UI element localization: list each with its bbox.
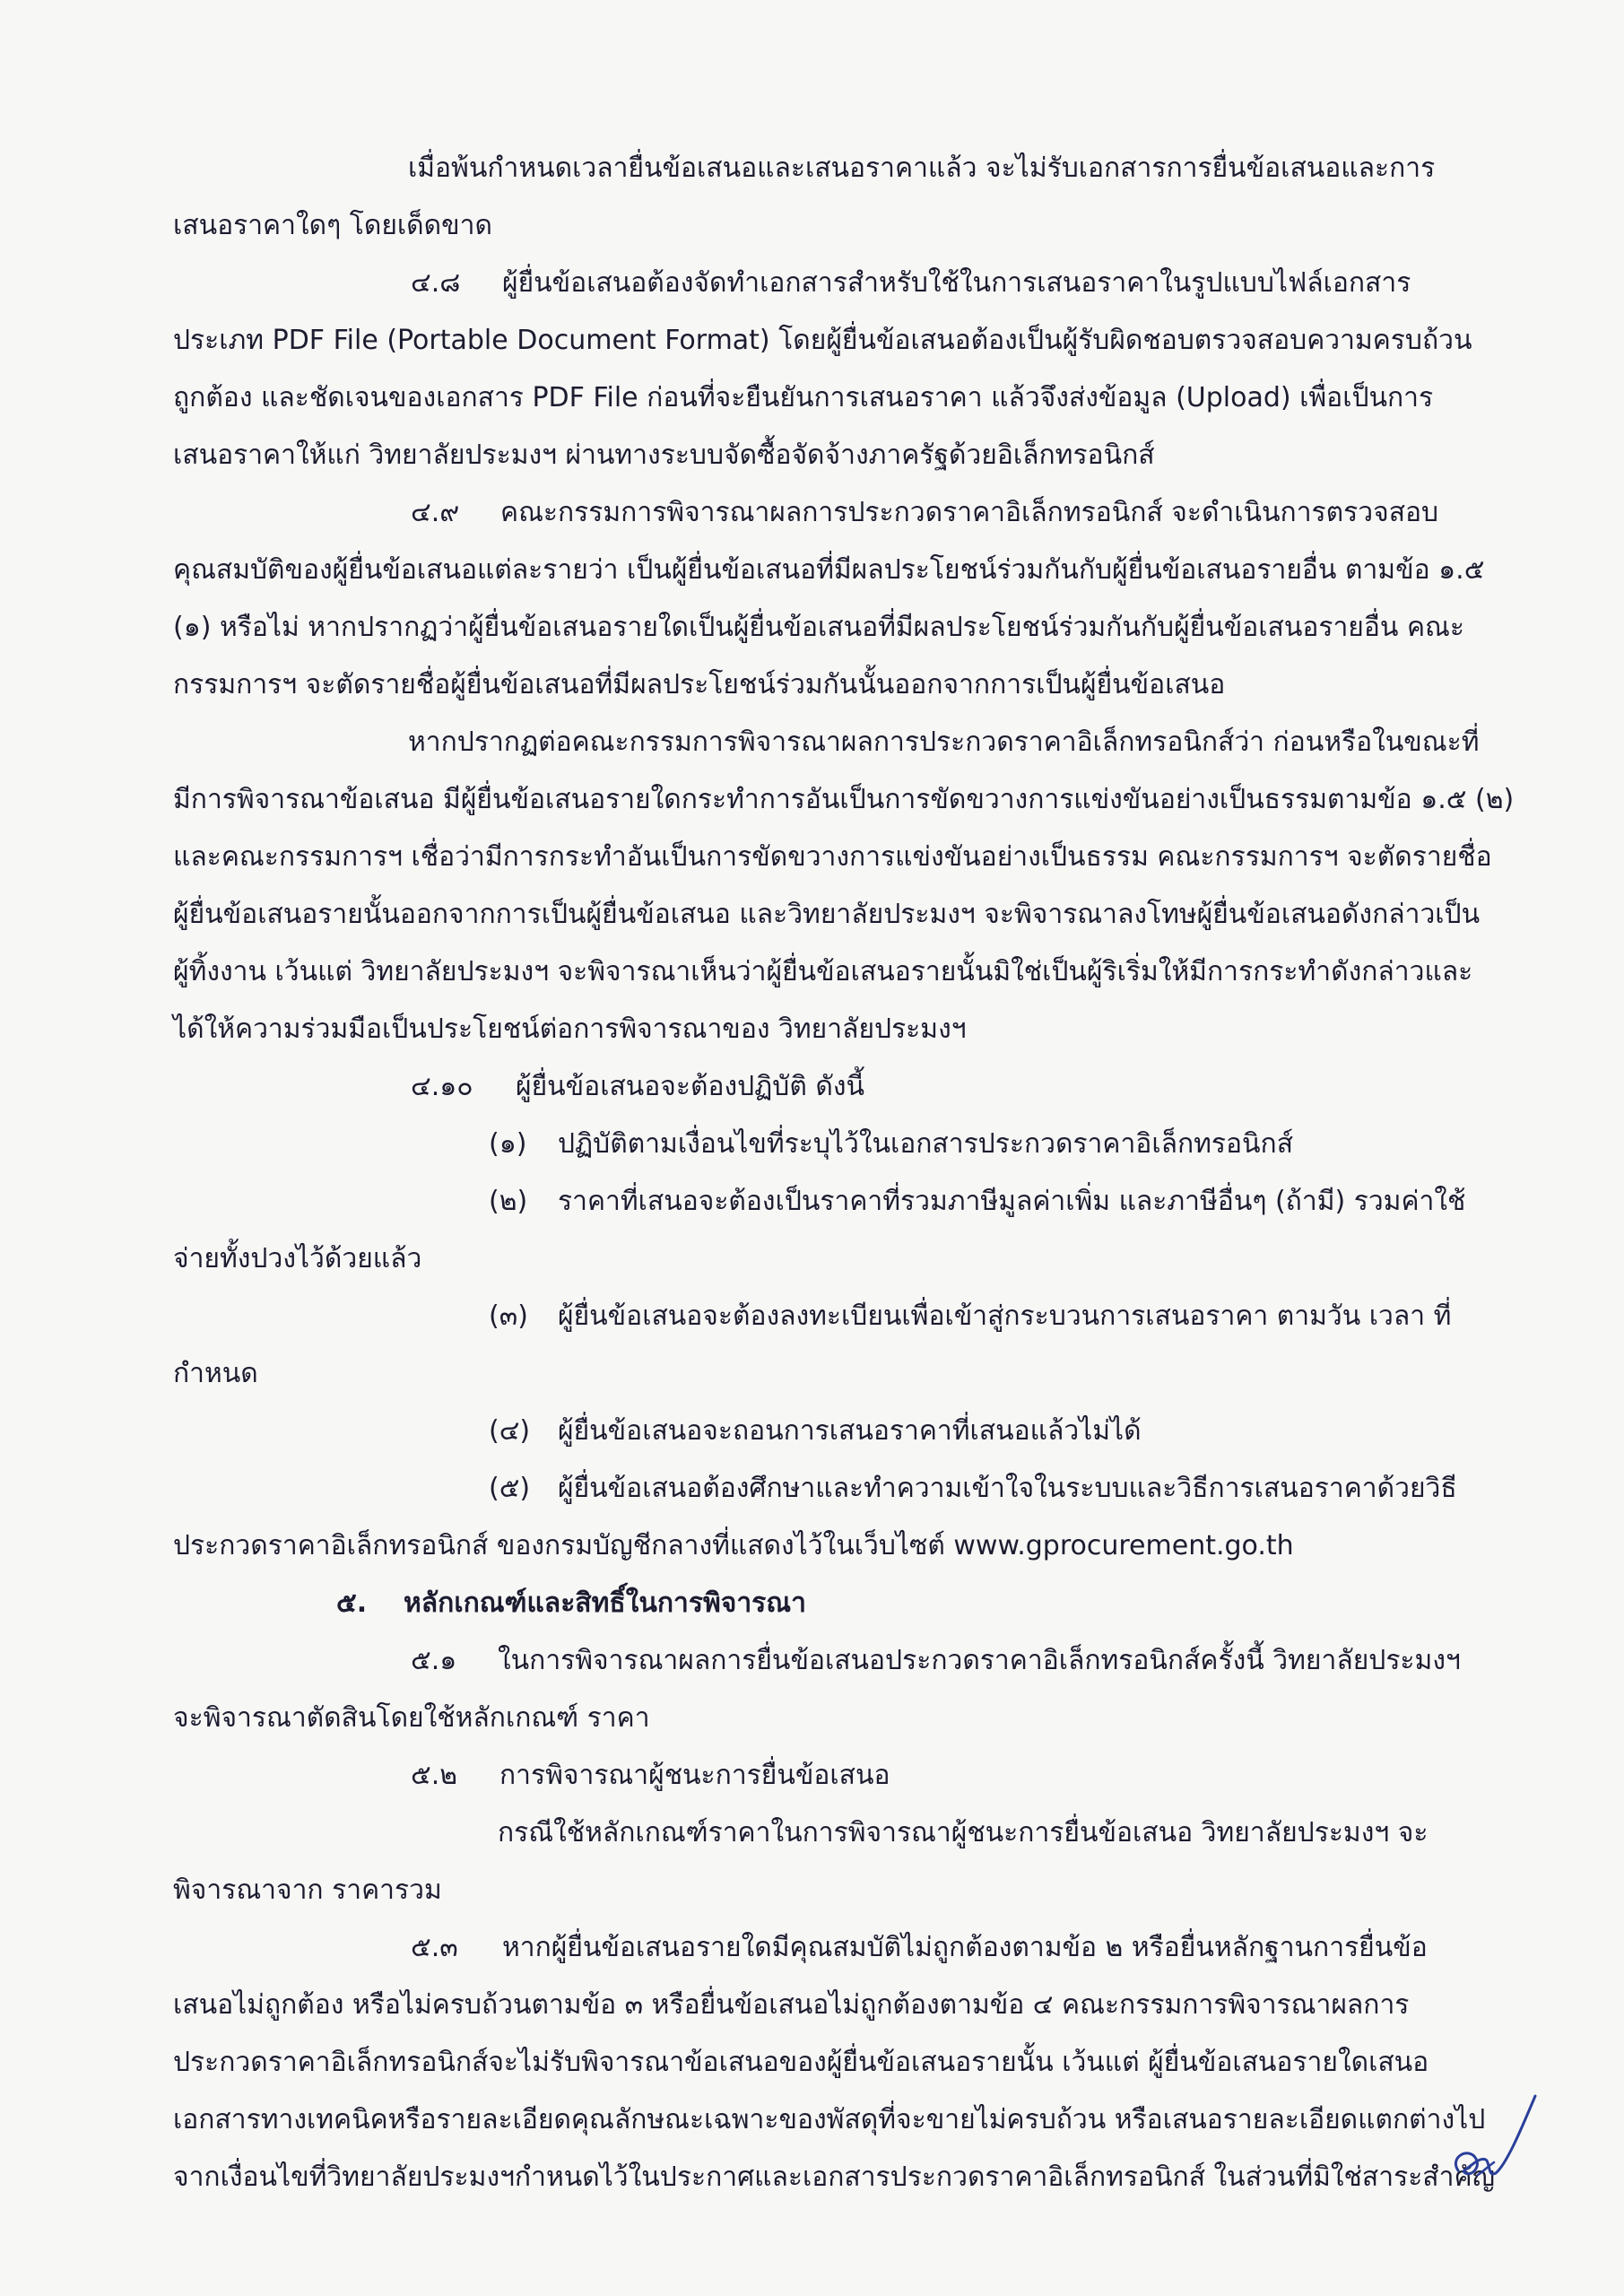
list-item-number: (๑) [489, 1128, 527, 1160]
list-item: ราคาที่เสนอจะต้องเป็นราคาที่รวมภาษีมูลค่าเพิ่ม และภาษีอื่นๆ (ถ้ามี) รวมค่าใช้ [558, 1186, 1466, 1217]
section-title: การพิจารณาผู้ชนะการยื่นข้อเสนอ [499, 1760, 890, 1791]
paragraph-line: (๑) หรือไม่ หากปรากฏว่าผู้ยื่นข้อเสนอรายใดเป็นผู้ยื่นข้อเสนอที่มีผลประโยชน์ร่วมกันกับผู้ยื่นข้อเสนอรายอื่น คณะ [173, 612, 1464, 643]
paragraph-line: ประเภท PDF File (Portable Document Format) โดยผู้ยื่นข้อเสนอต้องเป็นผู้รับผิดชอบตรวจสอบความครบถ้วน [173, 325, 1472, 356]
section-number-4-9: ๔.๙ [411, 497, 460, 528]
section-heading: หลักเกณฑ์และสิทธิ์ในการพิจารณา [404, 1587, 806, 1619]
paragraph-line: ในการพิจารณาผลการยื่นข้อเสนอประกวดราคาอิเล็กทรอนิกส์ครั้งนี้ วิทยาลัยประมงฯ [498, 1645, 1461, 1676]
paragraph-line: และคณะกรรมการฯ เชื่อว่ามีการกระทำอันเป็นการขัดขวางการแข่งขันอย่างเป็นธรรม คณะกรรมการฯ จะตัดรายชื่อ [173, 841, 1492, 873]
section-number-5: ๕. [336, 1587, 368, 1619]
section-number-5-3: ๕.๓ [411, 1932, 458, 1963]
paragraph-line: หากผู้ยื่นข้อเสนอรายใดมีคุณสมบัติไม่ถูกต้องตามข้อ ๒ หรือยื่นหลักฐานการยื่นข้อ [502, 1932, 1428, 1963]
paragraph-line: กรรมการฯ จะตัดรายชื่อผู้ยื่นข้อเสนอที่มีผลประโยชน์ร่วมกันนั้นออกจากการเป็นผู้ยื่นข้อเสนอ [173, 669, 1226, 700]
list-item: ปฏิบัติตามเงื่อนไขที่ระบุไว้ในเอกสารประกวดราคาอิเล็กทรอนิกส์ [558, 1128, 1294, 1160]
section-number-4-10: ๔.๑๐ [411, 1071, 473, 1102]
list-item-number: (๓) [489, 1300, 528, 1332]
paragraph-line: จะพิจารณาตัดสินโดยใช้หลักเกณฑ์ ราคา [173, 1702, 650, 1734]
paragraph-line: เสนอราคาใดๆ โดยเด็ดขาด [173, 210, 492, 241]
paragraph-line: ประกวดราคาอิเล็กทรอนิกส์จะไม่รับพิจารณาข้อเสนอของผู้ยื่นข้อเสนอรายนั้น เว้นแต่ ผู้ยื่นข้อเสนอรายใดเสนอ [173, 2047, 1429, 2078]
paragraph-line: มีการพิจารณาข้อเสนอ มีผู้ยื่นข้อเสนอรายใดกระทำการอันเป็นการขัดขวางการแข่งขันอย่างเป็นธรรมตามข้อ ๑.๕ (๒) [173, 784, 1515, 815]
paragraph-line: หากปรากฏต่อคณะกรรมการพิจารณาผลการประกวดราคาอิเล็กทรอนิกส์ว่า ก่อนหรือในขณะที่ [408, 726, 1480, 758]
list-item-continuation: จ่ายทั้งปวงไว้ด้วยแล้ว [173, 1243, 422, 1274]
section-number-4-8: ๔.๘ [411, 267, 461, 299]
paragraph-line: ผู้ยื่นข้อเสนอต้องจัดทำเอกสารสำหรับใช้ในการเสนอราคาในรูปแบบไฟล์เอกสาร [502, 267, 1411, 299]
paragraph-line: กรณีใช้หลักเกณฑ์ราคาในการพิจารณาผู้ชนะการยื่นข้อเสนอ วิทยาลัยประมงฯ จะ [498, 1817, 1429, 1848]
list-item: ผู้ยื่นข้อเสนอจะถอนการเสนอราคาที่เสนอแล้วไม่ได้ [558, 1415, 1142, 1447]
list-item-continuation: กำหนด [173, 1358, 258, 1389]
paragraph-line: ผู้ทิ้งงาน เว้นแต่ วิทยาลัยประมงฯ จะพิจารณาเห็นว่าผู้ยื่นข้อเสนอรายนั้นมิใช่เป็นผู้ริเริ่มให้มีการกระทำดังกล่าวและ [173, 956, 1473, 987]
paragraph-line: ผู้ยื่นข้อเสนอรายนั้นออกจากการเป็นผู้ยื่นข้อเสนอ และวิทยาลัยประมงฯ จะพิจารณาลงโทษผู้ยื่นข้อเสนอดังกล่าวเป็น [173, 899, 1481, 930]
signature-initials [1442, 2085, 1541, 2193]
paragraph-line: พิจารณาจาก ราคารวม [173, 1874, 442, 1906]
list-item-number: (๒) [489, 1186, 528, 1217]
section-number-5-1: ๕.๑ [411, 1645, 457, 1676]
paragraph-line: เสนอราคาให้แก่ วิทยาลัยประมงฯ ผ่านทางระบบจัดซื้อจัดจ้างภาครัฐด้วยอิเล็กทรอนิกส์ [173, 439, 1155, 471]
list-item-number: (๔) [489, 1415, 531, 1447]
paragraph-line: ได้ให้ความร่วมมือเป็นประโยชน์ต่อการพิจารณาของ วิทยาลัยประมงฯ [173, 1013, 967, 1045]
paragraph-line: เสนอไม่ถูกต้อง หรือไม่ครบถ้วนตามข้อ ๓ หรือยื่นข้อเสนอไม่ถูกต้องตามข้อ ๔ คณะกรรมการพิจารณาผลการ [173, 1989, 1410, 2021]
paragraph-line: ถูกต้อง และชัดเจนของเอกสาร PDF File ก่อนที่จะยืนยันการเสนอราคา แล้วจึงส่งข้อมูล (Upload) เพื่อเป็นการ [173, 382, 1434, 413]
paragraph-line: คุณสมบัติของผู้ยื่นข้อเสนอแต่ละรายว่า เป็นผู้ยื่นข้อเสนอที่มีผลประโยชน์ร่วมกันกับผู้ยื่นข้อเสนอรายอื่น ตามข้อ ๑.๕ [173, 554, 1485, 586]
list-item-continuation: ประกวดราคาอิเล็กทรอนิกส์ ของกรมบัญชีกลางที่แสดงไว้ในเว็บไซต์ www.gprocurement.go.th [173, 1530, 1294, 1561]
section-number-5-2: ๕.๒ [411, 1760, 458, 1791]
section-title: ผู้ยื่นข้อเสนอจะต้องปฏิบัติ ดังนี้ [516, 1071, 865, 1102]
paragraph-line: คณะกรรมการพิจารณาผลการประกวดราคาอิเล็กทรอนิกส์ จะดำเนินการตรวจสอบ [500, 497, 1439, 528]
paragraph-line: จากเงื่อนไขที่วิทยาลัยประมงฯกำหนดไว้ในประกาศและเอกสารประกวดราคาอิเล็กทรอนิกส์ ในส่วนที่มิใช่สาระสำคัญ [173, 2161, 1496, 2193]
list-item: ผู้ยื่นข้อเสนอจะต้องลงทะเบียนเพื่อเข้าสู่กระบวนการเสนอราคา ตามวัน เวลา ที่ [558, 1300, 1452, 1332]
list-item: ผู้ยื่นข้อเสนอต้องศึกษาและทำความเข้าใจในระบบและวิธีการเสนอราคาด้วยวิธี [558, 1473, 1457, 1504]
paragraph-line: เอกสารทางเทคนิคหรือรายละเอียดคุณลักษณะเฉพาะของพัสดุที่จะขายไม่ครบถ้วน หรือเสนอรายละเอียดแตกต่างไป [173, 2104, 1486, 2135]
paragraph-line: เมื่อพ้นกำหนดเวลายื่นข้อเสนอและเสนอราคาแล้ว จะไม่รับเอกสารการยื่นข้อเสนอและการ [408, 152, 1436, 184]
list-item-number: (๕) [489, 1473, 531, 1504]
